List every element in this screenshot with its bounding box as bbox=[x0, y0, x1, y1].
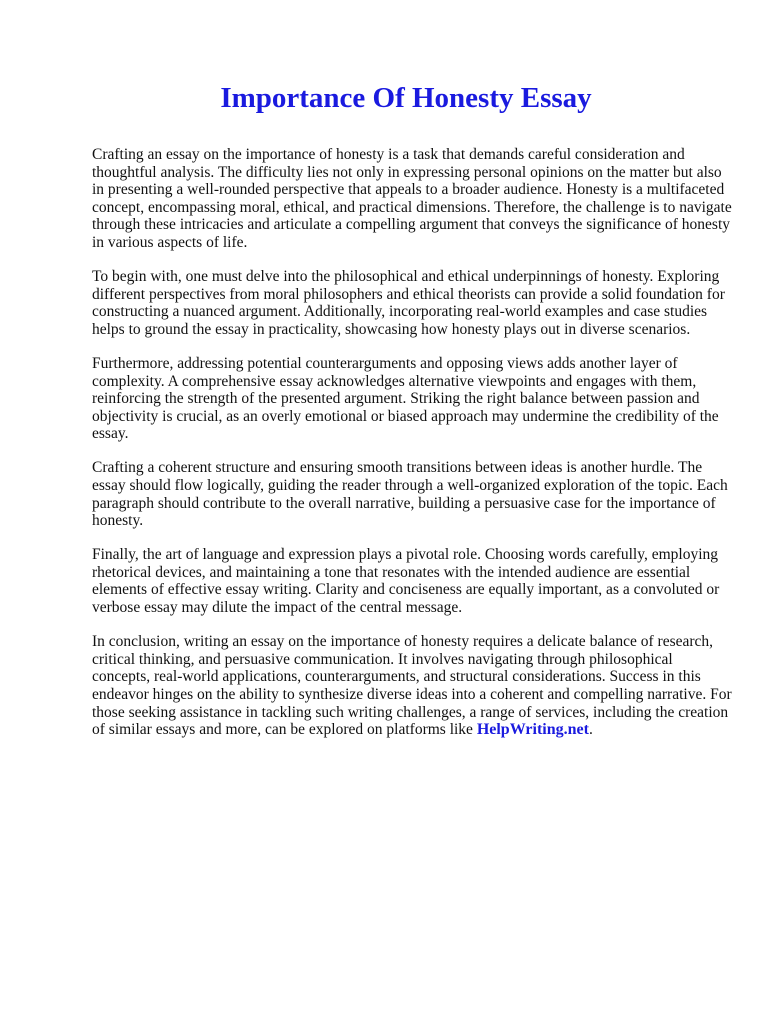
paragraph-1: Crafting an essay on the importance of honesty is a task that demands careful consideration and thoughtful analysis. The difficulty lies not only in expressing personal opinions on the matter but also in presenting a well-rounded perspective that appeals to a broader audience. Honesty is a multifaceted concept, encompassing moral, ethical, and practical dimensions. Therefore, the challenge is to navigate through these intricacies and articulate a compelling argument that conveys the significance of honesty in various aspects of life. bbox=[92, 146, 732, 251]
paragraph-5: Finally, the art of language and expression plays a pivotal role. Choosing words carefully, employing rhetorical devices, and maintaining a tone that resonates with the intended audience are essential elements of effective essay writing. Clarity and conciseness are equally important, as a convoluted or verbose essay may dilute the impact of the central message. bbox=[92, 546, 720, 617]
essay-body bbox=[92, 146, 732, 755]
page-title: Importance Of Honesty Essay bbox=[220, 82, 592, 114]
paragraph-4: Crafting a coherent structure and ensuring smooth transitions between ideas is another hurdle. The essay should flow logically, guiding the reader through a well-organized exploration of the topic. Each paragraph should contribute to the overall narrative, building a persuasive case for the importance of honesty. bbox=[92, 459, 728, 530]
paragraph-2: To begin with, one must delve into the philosophical and ethical underpinnings of honesty. Exploring different perspectives from moral philosophers and ethical theorists can provide a solid foundation for constructing a nuanced argument. Additionally, incorporating real-world examples and case studies helps to ground the essay in practicality, showcasing how honesty plays out in diverse scenarios. bbox=[92, 268, 725, 338]
helpwriting-link[interactable]: HelpWriting.net bbox=[476, 721, 589, 739]
paragraph-3: Furthermore, addressing potential counterarguments and opposing views adds another layer of complexity. A comprehensive essay acknowledges alternative viewpoints and engages with them, reinforcing the strength of the presented argument. Striking the right balance between passion and objectivity is crucial, as an overly emotional or biased approach may undermine the credibility of the essay. bbox=[92, 354, 719, 443]
conclusion-paragraph bbox=[92, 633, 732, 739]
conclusion-text: In conclusion, writing an essay on the importance of honesty requires a delicate balance of research, critical thinking, and persuasive communication. It involves navigating through philosophical concepts, real-world applications, counterarguments, and structural considerations. Success in this endeavor hinges on the ability to synthesize diverse ideas into a coherent and compelling narrative. For those seeking assistance in tackling such writing challenges, a range of services, including the creation of similar essays and more, can be explored on platforms like bbox=[92, 633, 732, 739]
conclusion-trailing: . bbox=[588, 721, 593, 739]
